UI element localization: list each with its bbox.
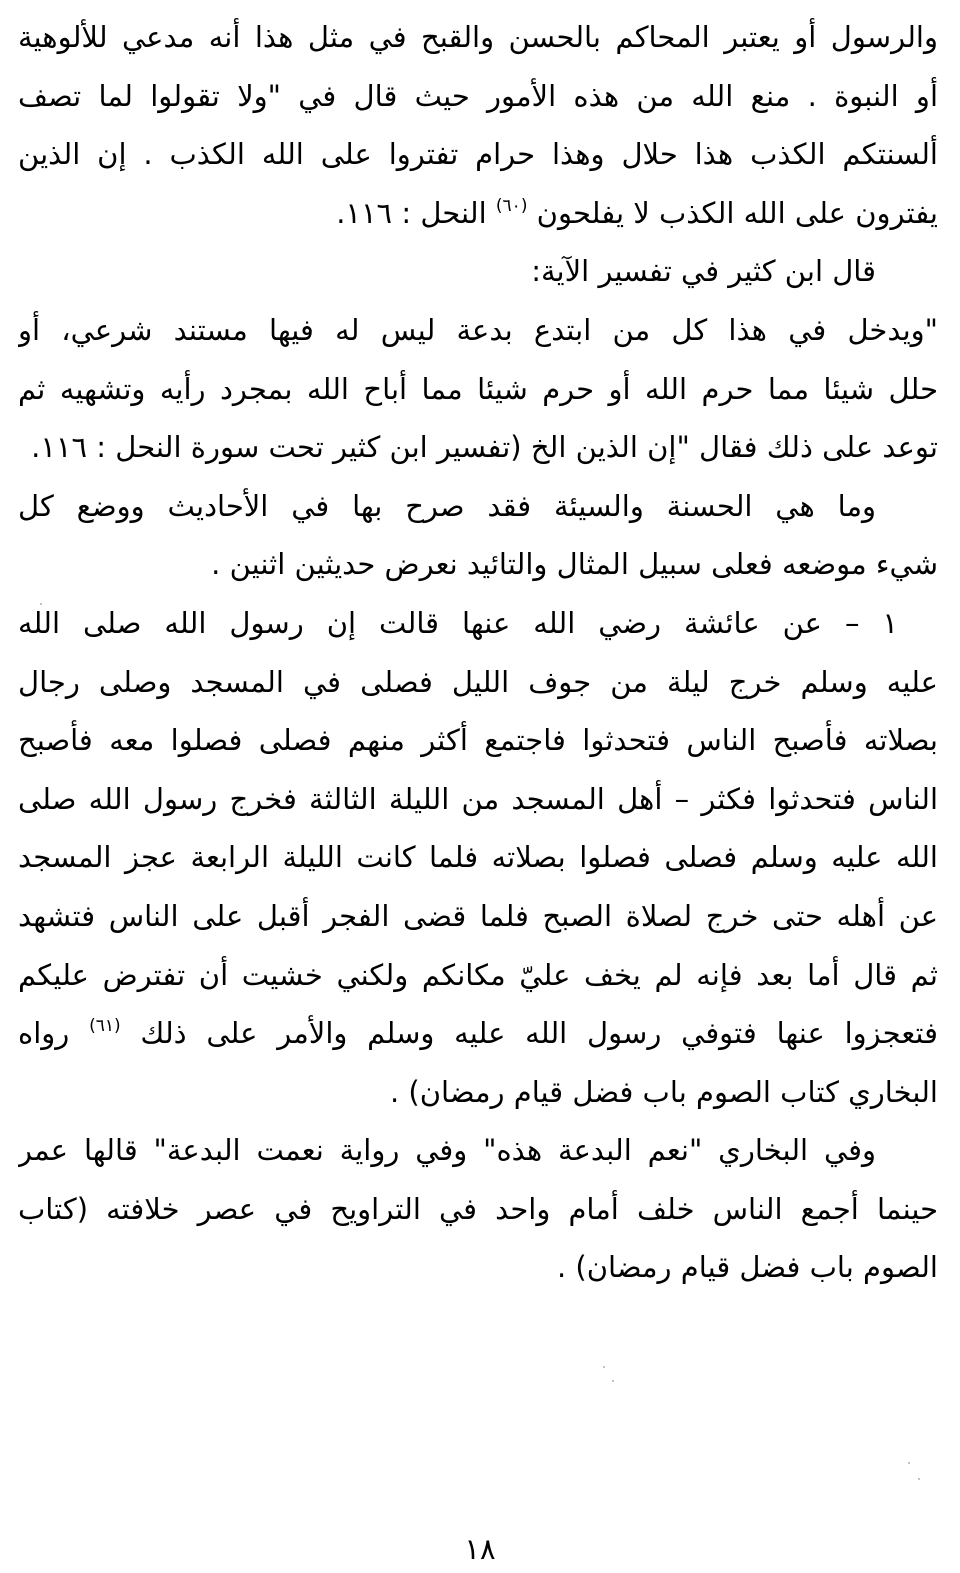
text-fragment: يفترون على الله الكذب لا يفلحون	[536, 195, 938, 230]
text-line: قال ابن كثير في تفسير الآية:	[531, 254, 876, 289]
text-line: ١ – عن عائشة رضي الله عنها قالت إن رسول الله صلى الله	[18, 605, 898, 640]
paragraph-hadith-1	[18, 594, 938, 1121]
text-line: ثم قال أما بعد فإنه لم يخف عليّ مكانكم ولكني خشيت أن تفترض عليكم	[18, 957, 938, 992]
document-body	[18, 8, 938, 1297]
page-number: ١٨	[464, 1532, 496, 1566]
text-line: بصلاته فأصبح الناس فتحدثوا فاجتمع أكثر منهم فصلى فصلوا معه فأصبح	[18, 723, 938, 758]
paragraph-2	[18, 242, 938, 301]
text-fragment: رواه	[18, 1016, 70, 1051]
text-fragment: فتعجزوا عنها فتوفي رسول الله عليه وسلم والأمر على ذلك	[140, 1016, 938, 1051]
text-line: ألسنتكم الكذب هذا حلال وهذا حرام تفتروا على الله الكذب . إن الذين	[18, 137, 938, 172]
text-fragment: النحل : ١١٦.	[336, 195, 487, 230]
scan-speck	[40, 603, 42, 605]
text-line: أو النبوة . منع الله من هذه الأمور حيث قال في "ولا تقولوا لما تصف	[18, 78, 938, 113]
text-line: عليه وسلم خرج ليلة من جوف الليل فصلى في المسجد وصلى رجال	[18, 664, 938, 699]
text-line: الصوم باب فضل قيام رمضان) .	[556, 1250, 938, 1285]
scan-speck	[908, 1462, 910, 1464]
text-line: حلل شيئا مما حرم الله أو حرم شيئا مما أباح الله بمجرد رأيه وتشهيه ثم	[18, 371, 938, 406]
text-line: البخاري كتاب الصوم باب فضل قيام رمضان) .	[389, 1074, 938, 1109]
text-line: حينما أجمع الناس خلف أمام واحد في التراويح في عصر خلافته (كتاب	[18, 1191, 938, 1226]
text-line: الله عليه وسلم فصلى فصلوا بصلاته فلما كانت الليلة الرابعة عجز المسجد	[18, 840, 938, 875]
text-line: الناس فتحدثوا فكثر – أهل المسجد من الليلة الثالثة فخرج رسول الله صلى	[18, 781, 938, 816]
paragraph-1	[18, 8, 938, 242]
paragraph-3	[18, 477, 938, 594]
text-line: توعد على ذلك فقال "إن الذين الخ (تفسير ابن كثير تحت سورة النحل : ١١٦.	[31, 430, 938, 465]
footnote-ref: (٦٠)	[495, 195, 528, 216]
text-line: والرسول أو يعتبر المحاكم بالحسن والقبح في مثل هذا أنه مدعي للألوهية	[18, 20, 938, 54]
text-line: وفي البخاري "نعم البدعة هذه" وفي رواية نعمت البدعة" قالها عمر	[18, 1133, 876, 1168]
scan-speck	[603, 1366, 605, 1368]
scan-speck	[918, 1478, 920, 1480]
scan-speck	[612, 1380, 614, 1382]
paragraph-4	[18, 1121, 938, 1297]
footnote-ref: (٦١)	[89, 1016, 121, 1037]
text-line	[18, 184, 938, 243]
text-line: "ويدخل في هذا كل من ابتدع بدعة ليس له فيها مستند شرعي، أو	[18, 312, 938, 347]
text-line	[18, 1004, 938, 1063]
text-line: وما هي الحسنة والسيئة فقد صرح بها في الأحاديث ووضع كل	[18, 488, 876, 523]
text-line: شيء موضعه فعلى سبيل المثال والتائيد نعرض حديثين اثنين .	[211, 547, 938, 582]
paragraph-quote	[18, 301, 938, 477]
text-line: عن أهله حتى خرج لصلاة الصبح فلما قضى الفجر أقبل على الناس فتشهد	[18, 898, 938, 933]
